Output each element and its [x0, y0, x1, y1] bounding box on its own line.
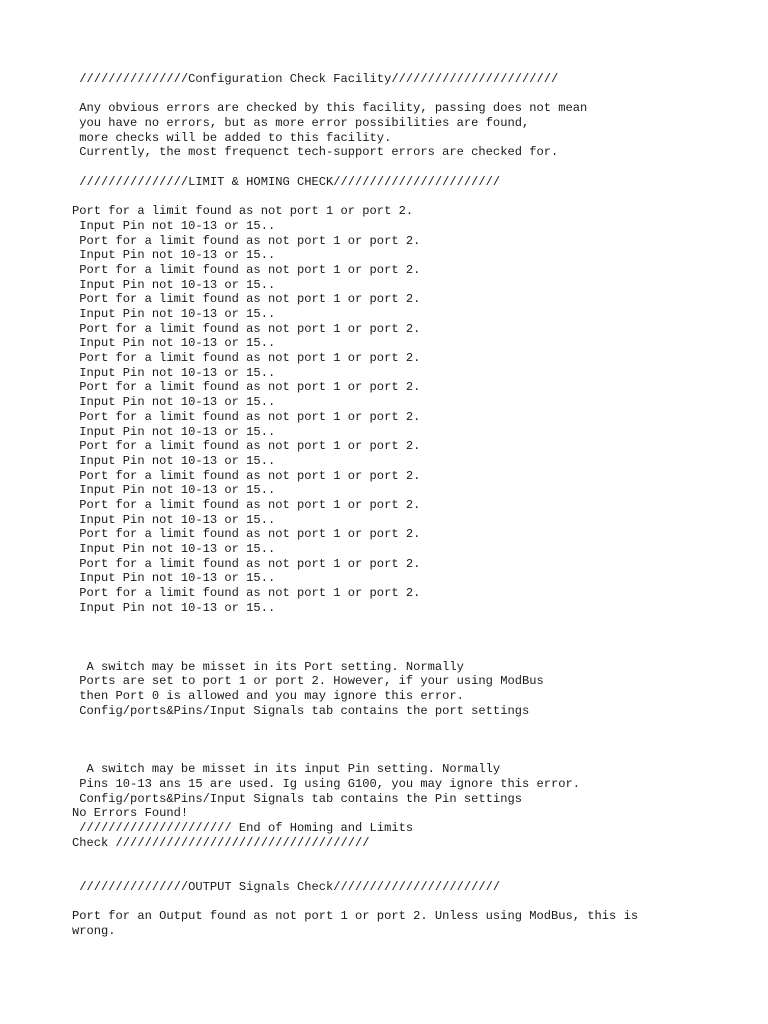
document-line: Input Pin not 10-13 or 15.. — [72, 248, 276, 263]
document-line: wrong. — [72, 923, 116, 938]
document-line — [72, 733, 732, 748]
document-line: Port for a limit found as not port 1 or port 2. — [72, 262, 421, 277]
document-line: Pins 10-13 ans 15 are used. Ig using G100, you may ignore this error. — [72, 777, 581, 791]
document-line — [72, 850, 732, 865]
document-line: Config/ports&Pins/Input Signals tab contains the port settings — [72, 703, 530, 718]
document-line: Port for a limit found as not port 1 or port 2. — [72, 527, 421, 542]
document-line: Port for a limit found as not port 1 or port 2. — [72, 586, 421, 601]
document-line: ///////////////OUTPUT Signals Check/////////////////////// — [72, 879, 501, 894]
document-line: Port for a limit found as not port 1 or port 2. — [72, 292, 421, 307]
document-line: Port for a limit found as not port 1 or port 2. — [72, 380, 421, 395]
document-line: Input Pin not 10-13 or 15.. — [72, 277, 276, 292]
document-line: Input Pin not 10-13 or 15.. — [72, 512, 276, 527]
document-line: Input Pin not 10-13 or 15.. — [72, 424, 276, 439]
document-line — [72, 615, 732, 630]
document-line — [72, 748, 732, 763]
document-line — [72, 895, 732, 910]
document-line: then Port 0 is allowed and you may ignore this error. — [72, 688, 464, 703]
document-line: Ports are set to port 1 or port 2. However, if your using ModBus — [72, 674, 544, 689]
document-line — [72, 718, 732, 733]
document-line: you have no errors, but as more error possibilities are found, — [72, 116, 530, 131]
document-line: A switch may be misset in its Port setting. Normally — [72, 659, 464, 674]
document-line: Check /////////////////////////////////// — [72, 835, 370, 850]
document-line: Port for a limit found as not port 1 or port 2. — [72, 351, 421, 366]
document-line: Port for a limit found as not port 1 or port 2. — [72, 321, 421, 336]
document-line: A switch may be misset in its input Pin setting. Normally — [72, 762, 501, 777]
document-line: Port for a limit found as not port 1 or port 2. — [72, 468, 421, 483]
document-line — [72, 87, 732, 102]
document-line: No Errors Found! — [72, 806, 189, 821]
document-line: Input Pin not 10-13 or 15.. — [72, 336, 276, 351]
document-line: Port for a limit found as not port 1 or port 2. — [72, 233, 421, 248]
document-line: Input Pin not 10-13 or 15.. — [72, 542, 276, 556]
document-line — [72, 190, 732, 205]
document-line: Any obvious errors are checked by this facility, passing does not mean — [72, 101, 588, 116]
document-line: Port for a limit found as not port 1 or port 2. — [72, 556, 421, 571]
document-line: Input Pin not 10-13 or 15.. — [72, 453, 276, 468]
document-line: Port for a limit found as not port 1 or port 2. — [72, 439, 421, 454]
document-line: Port for a limit found as not port 1 or port 2. — [72, 204, 414, 219]
document-line: Input Pin not 10-13 or 15.. — [72, 218, 276, 233]
document-line: Currently, the most frequenct tech-support errors are checked for. — [72, 145, 559, 160]
document-line — [72, 160, 732, 175]
document-line: Input Pin not 10-13 or 15.. — [72, 571, 276, 586]
document-line — [72, 630, 732, 645]
document-line: ///////////////Configuration Check Facility/////////////////////// — [72, 72, 559, 86]
document-line: ///////////////////// End of Homing and Limits — [72, 821, 414, 836]
document-line: Port for an Output found as not port 1 or port 2. Unless using ModBus, this is — [72, 909, 639, 924]
document-line — [72, 645, 732, 660]
document-line: Input Pin not 10-13 or 15.. — [72, 483, 276, 498]
document-line: ///////////////LIMIT & HOMING CHECK/////////////////////// — [72, 174, 501, 189]
document-line: Input Pin not 10-13 or 15.. — [72, 307, 276, 321]
document-line: more checks will be added to this facility. — [72, 130, 392, 145]
document-line: Config/ports&Pins/Input Signals tab contains the Pin settings — [72, 791, 522, 806]
document-line: Input Pin not 10-13 or 15.. — [72, 395, 276, 410]
document-line: Input Pin not 10-13 or 15.. — [72, 600, 276, 615]
document-line — [72, 865, 732, 880]
document-text — [72, 72, 732, 939]
document-line: Input Pin not 10-13 or 15.. — [72, 365, 276, 380]
document-line: Port for a limit found as not port 1 or port 2. — [72, 497, 421, 512]
document-line: Port for a limit found as not port 1 or port 2. — [72, 409, 421, 424]
